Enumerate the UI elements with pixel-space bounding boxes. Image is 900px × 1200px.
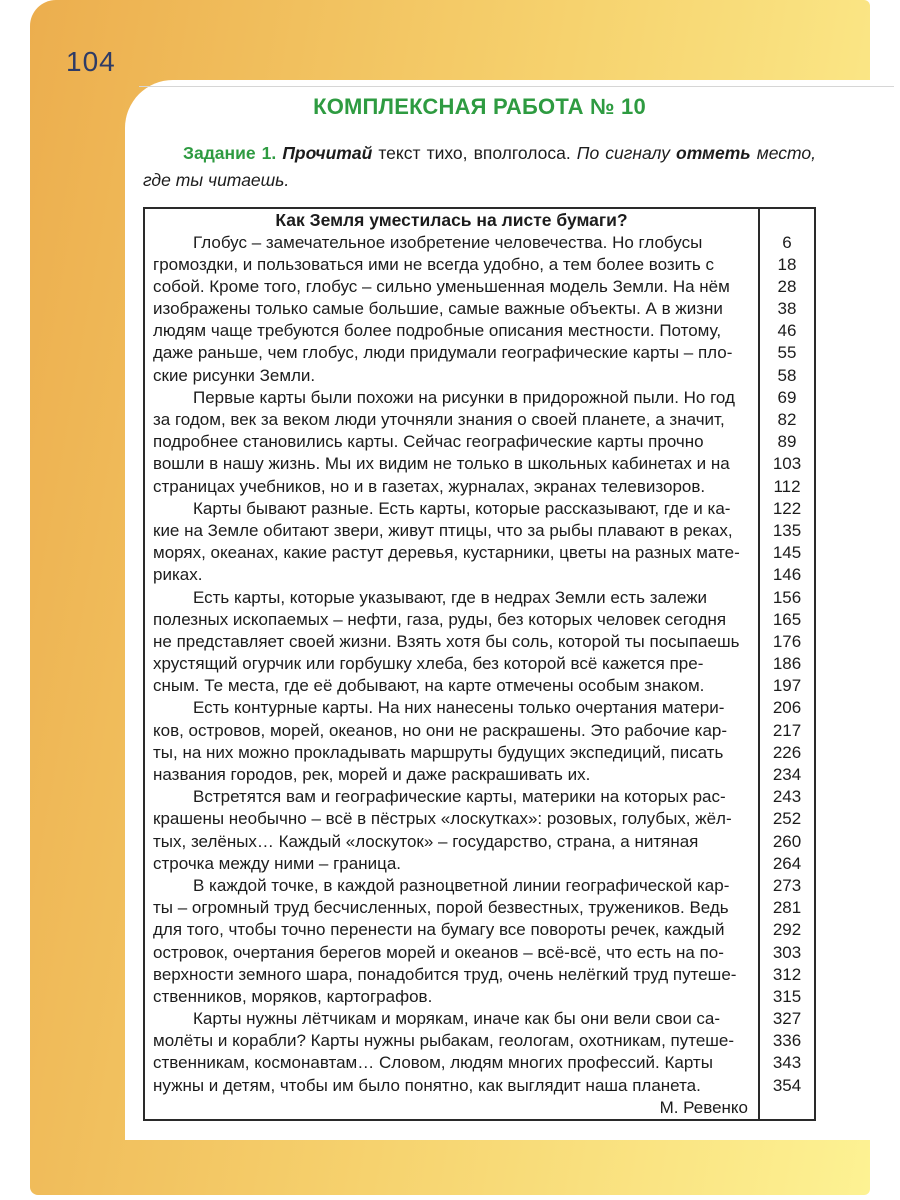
line-word-count: 58 — [758, 365, 814, 387]
line-word-count: 186 — [758, 653, 814, 675]
table-row — [145, 764, 814, 786]
line-text: ты, на них можно прокладывать маршруты будущих экспедиций, писать — [153, 742, 724, 762]
line-text: Глобус – замечательное изобретение человечества. Но глобусы — [193, 232, 703, 252]
table-row — [145, 498, 814, 520]
task-segment: По сигналу — [576, 143, 677, 163]
table-row — [145, 831, 814, 853]
table-row — [145, 1030, 814, 1052]
line-word-count: 6 — [758, 231, 814, 253]
line-word-count: 18 — [758, 254, 814, 276]
line-word-count: 327 — [758, 1008, 814, 1030]
line-text: ственников, моряков, картографов. — [153, 986, 433, 1006]
task-segment: отметь — [676, 143, 751, 163]
table-row — [145, 1008, 814, 1030]
line-text: подробнее становились карты. Сейчас географические карты прочно — [153, 432, 704, 452]
table-row — [145, 742, 814, 764]
table-row — [145, 431, 814, 453]
task-instruction — [143, 140, 816, 194]
table-row — [145, 853, 814, 875]
reading-table — [143, 207, 816, 1121]
table-row — [145, 875, 814, 897]
line-text: ков, островов, морей, океанов, но они не раскрашены. Это рабочие кар- — [153, 720, 728, 740]
table-row — [145, 1052, 814, 1074]
line-word-count: 336 — [758, 1030, 814, 1052]
line-word-count: 46 — [758, 320, 814, 342]
line-text: молёты и корабли? Карты нужны рыбакам, геологам, охотникам, путеше- — [153, 1031, 735, 1051]
line-text: В каждой точке, в каждой разноцветной линии географической кар- — [193, 875, 730, 895]
task-segment: место, где ты читаешь. — [143, 143, 816, 191]
table-row — [145, 387, 814, 409]
line-text: ские рисунки Земли. — [153, 365, 316, 385]
reading-title-row — [145, 209, 814, 231]
line-text: Встретятся вам и географические карты, материки на которых рас- — [193, 787, 726, 807]
line-text: островок, очертания берегов морей и океанов – всё-всё, что есть на по- — [153, 942, 724, 962]
line-text: вошли в нашу жизнь. Мы их видим не только в школьных кабинетах и на — [153, 454, 730, 474]
table-row — [145, 720, 814, 742]
table-row — [145, 586, 814, 608]
line-text: строчка между ними – граница. — [153, 853, 402, 873]
table-row — [145, 1075, 814, 1097]
line-word-count: 156 — [758, 586, 814, 608]
line-text: М. Ревенко — [659, 1097, 748, 1117]
table-row — [145, 631, 814, 653]
line-word-count — [758, 1097, 814, 1119]
line-word-count: 135 — [758, 520, 814, 542]
line-word-count: 69 — [758, 387, 814, 409]
table-row — [145, 897, 814, 919]
task-segment: Задание 1. — [183, 143, 277, 163]
line-text: не представляет своей жизни. Взять хотя бы соль, которой ты посыпаешь — [153, 631, 740, 651]
line-text: ственникам, космонавтам… Словом, людям многих профессий. Карты — [153, 1053, 713, 1073]
line-word-count: 226 — [758, 742, 814, 764]
line-text: названия городов, рек, морей и даже раскрашивать их. — [153, 765, 591, 785]
table-row — [145, 941, 814, 963]
line-text: кие на Земле обитают звери, живут птицы, что за рыбы плавают в реках, — [153, 520, 733, 540]
table-row — [145, 675, 814, 697]
line-word-count: 28 — [758, 276, 814, 298]
table-row — [145, 653, 814, 675]
line-text: полезных ископаемых – нефти, газа, руды, без которых человек сегодня — [153, 609, 727, 629]
table-row — [145, 231, 814, 253]
table-row — [145, 276, 814, 298]
line-word-count: 112 — [758, 476, 814, 498]
table-row — [145, 320, 814, 342]
line-word-count: 55 — [758, 342, 814, 364]
line-text: верхности земного шара, понадобится труд, очень нелёгкий труд путеше- — [153, 964, 737, 984]
content-area — [143, 80, 816, 1121]
line-text: риках. — [153, 565, 203, 585]
line-text: крашены необычно – всё в пёстрых «лоскутках»: розовых, голубых, жёл- — [153, 809, 732, 829]
table-row — [145, 298, 814, 320]
line-word-count: 197 — [758, 675, 814, 697]
table-row — [145, 342, 814, 364]
content-panel — [125, 80, 900, 1140]
table-row — [145, 986, 814, 1008]
table-row — [145, 808, 814, 830]
table-row — [145, 520, 814, 542]
line-word-count: 122 — [758, 498, 814, 520]
line-text: Как Земля уместилась на листе бумаги? — [275, 209, 628, 230]
task-segment: текст тихо, вполголоса. — [372, 143, 577, 163]
table-row — [145, 365, 814, 387]
line-text: тых, зелёных… Каждый «лоскуток» – государство, страна, а нитяная — [153, 831, 699, 851]
line-word-count: 206 — [758, 697, 814, 719]
line-text: изображены только самые большие, самые важные объекты. А в жизни — [153, 299, 723, 319]
line-word-count: 315 — [758, 986, 814, 1008]
table-row — [145, 919, 814, 941]
line-word-count: 273 — [758, 875, 814, 897]
line-text: страницах учебников, но и в газетах, журналах, экранах телевизоров. — [153, 476, 706, 496]
table-row — [145, 609, 814, 631]
line-word-count: 38 — [758, 298, 814, 320]
line-word-count: 165 — [758, 609, 814, 631]
table-row — [145, 964, 814, 986]
line-text: Карты нужны лётчикам и морякам, иначе как бы они вели свои са- — [193, 1009, 721, 1029]
line-word-count — [758, 209, 814, 231]
line-text: Есть карты, которые указывают, где в недрах Земли есть залежи — [193, 587, 708, 607]
table-row — [145, 254, 814, 276]
line-text: ты – огромный труд бесчисленных, порой безвестных, тружеников. Ведь — [153, 898, 729, 918]
line-text: для того, чтобы точно перенести на бумагу все повороты речек, каждый — [153, 920, 725, 940]
line-text: Первые карты были похожи на рисунки в придорожной пыли. Но год — [193, 387, 735, 407]
line-word-count: 292 — [758, 919, 814, 941]
table-row — [145, 697, 814, 719]
line-text: даже раньше, чем глобус, люди придумали географические карты – пло- — [153, 343, 733, 363]
line-word-count: 243 — [758, 786, 814, 808]
table-row — [145, 542, 814, 564]
line-word-count: 354 — [758, 1075, 814, 1097]
line-word-count: 82 — [758, 409, 814, 431]
line-word-count: 176 — [758, 631, 814, 653]
task-segment: Прочитай — [282, 143, 373, 163]
table-row — [145, 564, 814, 586]
line-word-count: 281 — [758, 897, 814, 919]
table-row — [145, 409, 814, 431]
line-word-count: 217 — [758, 720, 814, 742]
line-text: людям чаще требуются более подробные описания местности. Потому, — [153, 321, 722, 341]
page-number: 104 — [66, 46, 116, 77]
line-word-count: 312 — [758, 964, 814, 986]
page-title: КОМПЛЕКСНАЯ РАБОТА № 10 — [313, 94, 646, 119]
line-text: громоздки, и пользоваться ими не всегда удобно, а тем более возить с — [153, 254, 715, 274]
line-word-count: 146 — [758, 564, 814, 586]
line-text: за годом, век за веком люди уточняли знания о своей планете, а значит, — [153, 410, 725, 430]
line-word-count: 234 — [758, 764, 814, 786]
line-word-count: 303 — [758, 941, 814, 963]
line-text: морях, океанах, какие растут деревья, кустарники, цветы на разных мате- — [153, 543, 740, 563]
line-text: сным. Те места, где её добывают, на карте отмечены особым знаком. — [153, 676, 705, 696]
line-word-count: 89 — [758, 431, 814, 453]
line-word-count: 103 — [758, 453, 814, 475]
line-text: Карты бывают разные. Есть карты, которые рассказывают, где и ка- — [193, 498, 731, 518]
line-text: собой. Кроме того, глобус – сильно уменьшенная модель Земли. На нём — [153, 276, 730, 296]
reading-author-row — [145, 1097, 814, 1119]
line-word-count: 260 — [758, 831, 814, 853]
line-text: хрустящий огурчик или горбушку хлеба, без которой всё кажется пре- — [153, 654, 704, 674]
line-word-count: 264 — [758, 853, 814, 875]
line-word-count: 252 — [758, 808, 814, 830]
table-row — [145, 786, 814, 808]
table-row — [145, 476, 814, 498]
line-text: нужны и детям, чтобы им было понятно, как выглядит наша планета. — [153, 1075, 701, 1095]
line-text: Есть контурные карты. На них нанесены только очертания матери- — [193, 698, 725, 718]
line-word-count: 343 — [758, 1052, 814, 1074]
line-word-count: 145 — [758, 542, 814, 564]
table-row — [145, 453, 814, 475]
